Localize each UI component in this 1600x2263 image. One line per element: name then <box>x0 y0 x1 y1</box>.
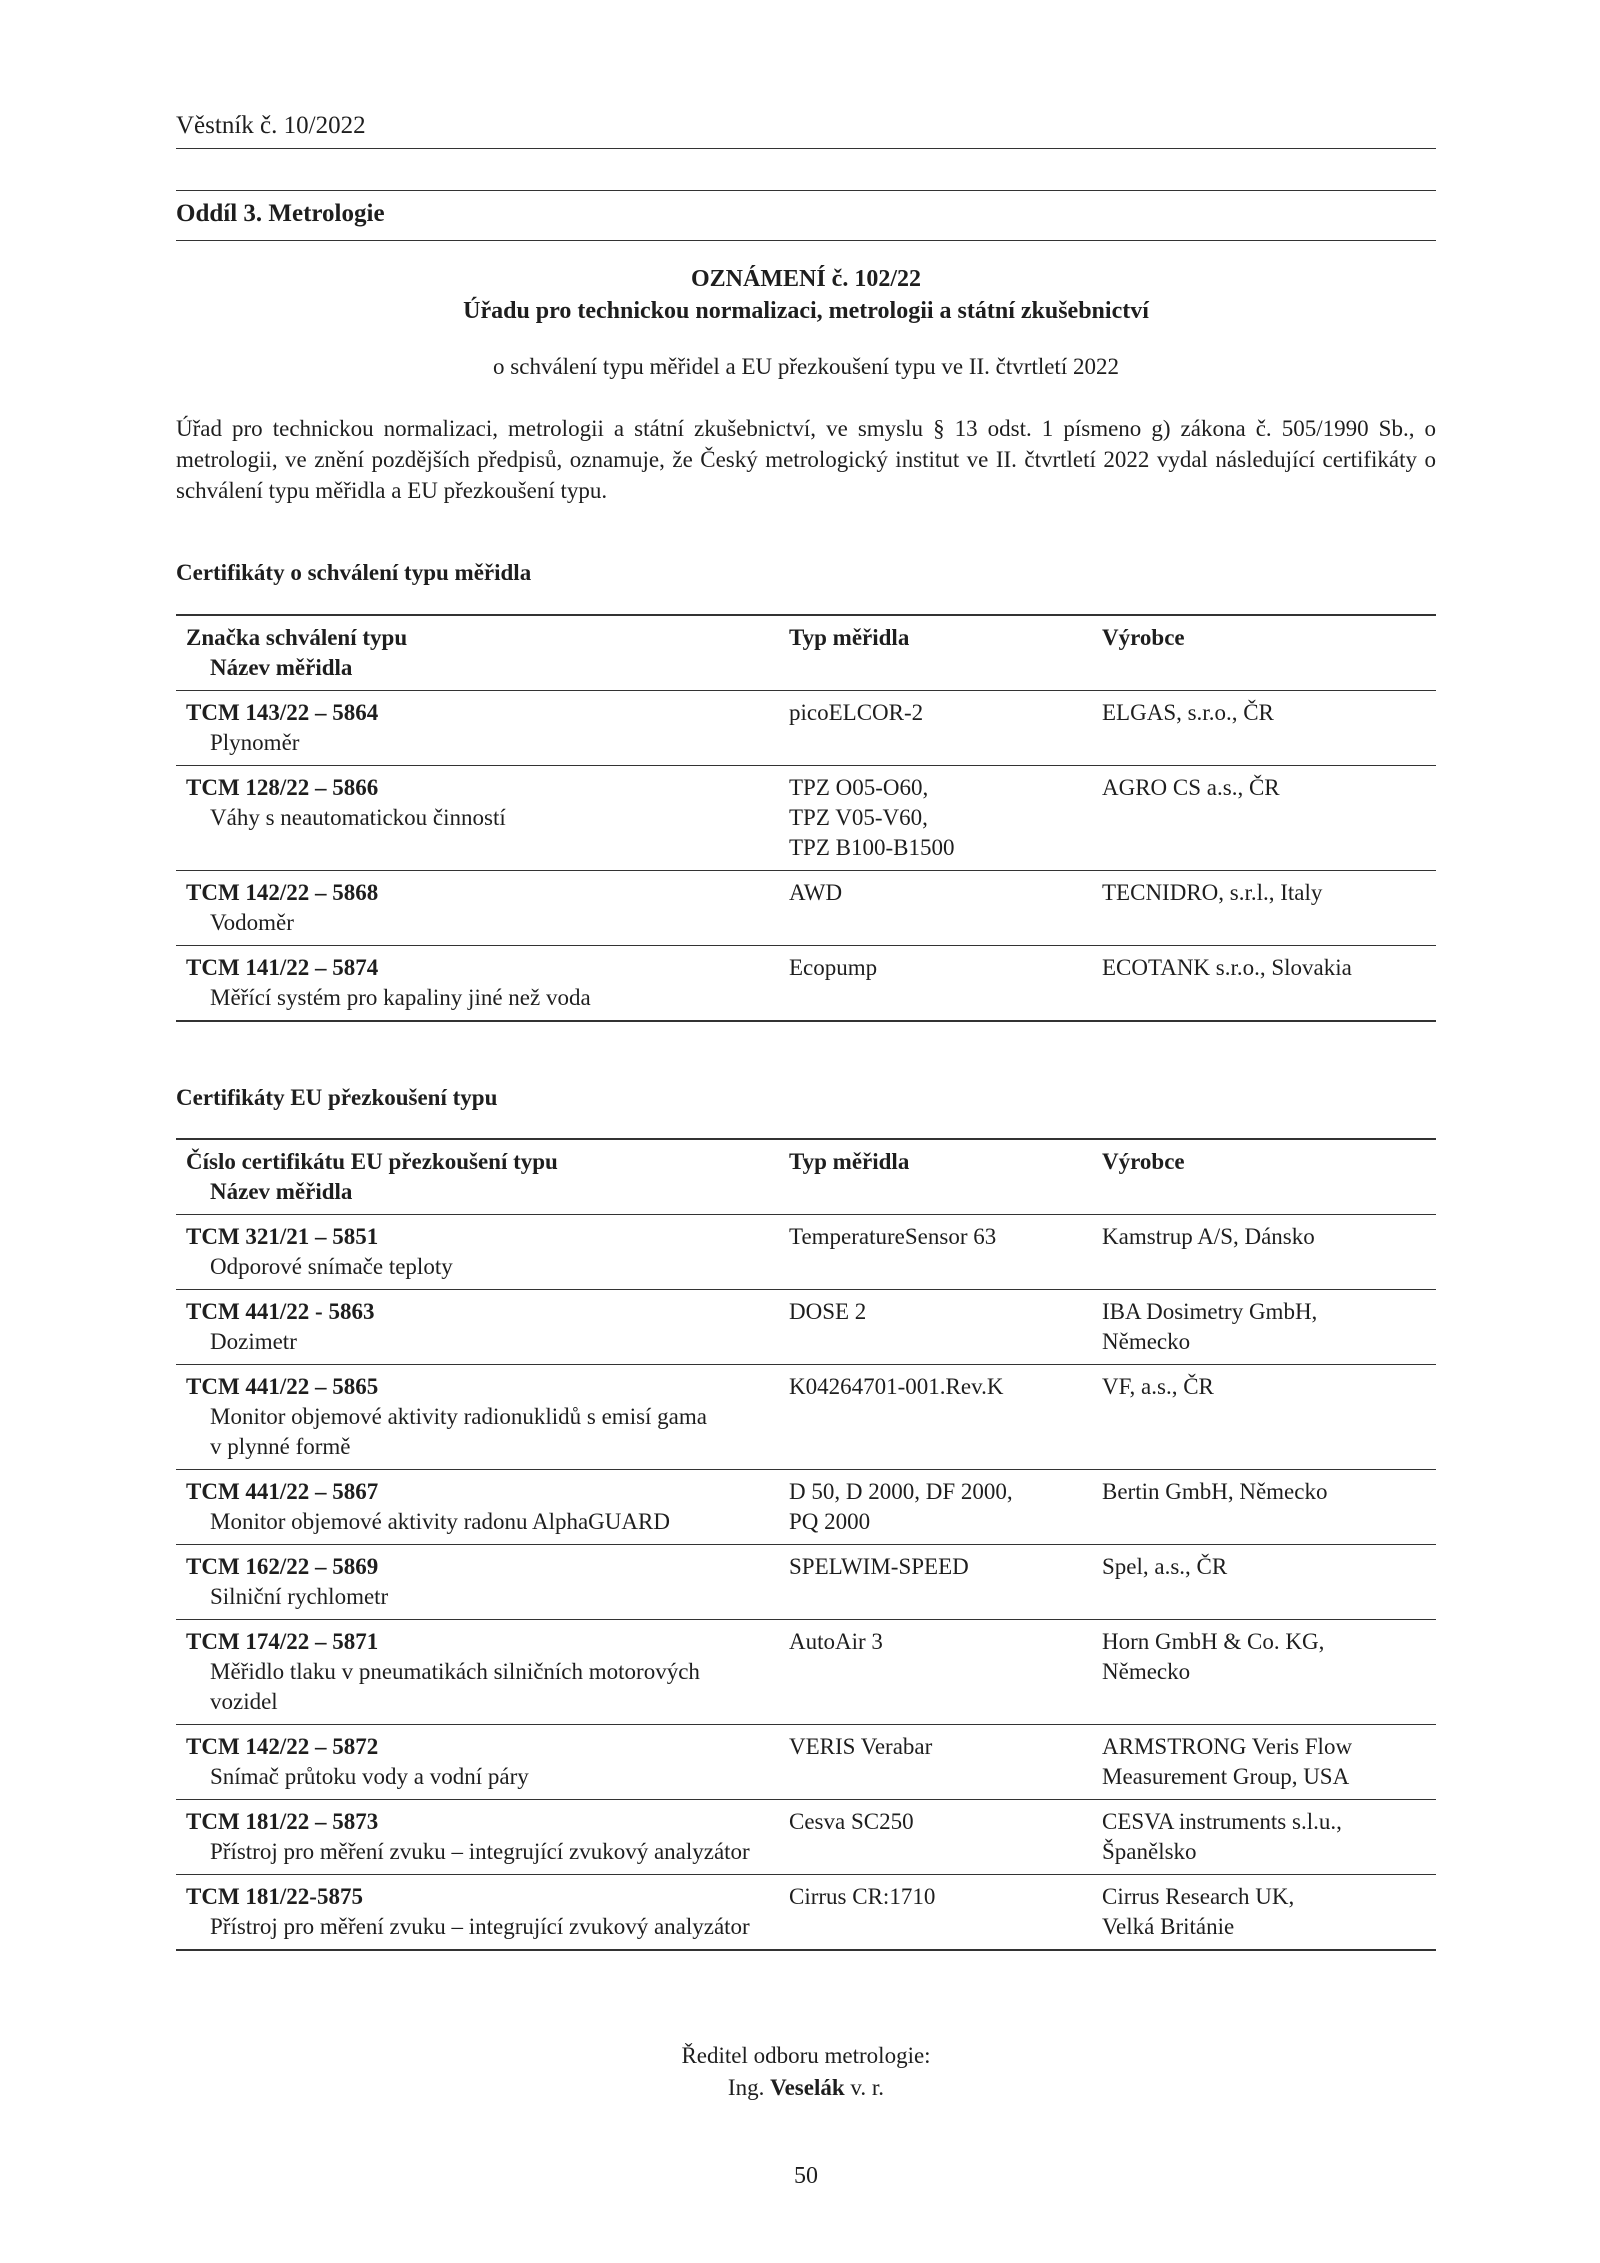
row-code: TCM 143/22 – 5864 <box>186 700 379 725</box>
header-col1-sub: Název měřidla <box>210 1179 353 1204</box>
row-code: TCM 441/22 – 5867 <box>186 1479 379 1504</box>
table-row <box>176 766 1436 871</box>
row-name: Silniční rychlometr <box>210 1584 389 1609</box>
header-cell <box>176 615 779 691</box>
table-row <box>176 691 1436 766</box>
row-type: D 50, D 2000, DF 2000, PQ 2000 <box>779 1470 1092 1545</box>
header-cell <box>176 1139 779 1215</box>
notice-issuer: Úřadu pro technickou normalizaci, metrologii a státní zkušebnictví <box>463 298 1149 324</box>
header-col3: Výrobce <box>1102 1149 1185 1174</box>
row-type: AWD <box>779 871 1092 946</box>
row-type: SPELWIM-SPEED <box>779 1545 1092 1620</box>
row-name: Měřící systém pro kapaliny jiné než voda <box>210 985 591 1010</box>
header-col3: Výrobce <box>1102 625 1185 650</box>
row-maker: Spel, a.s., ČR <box>1092 1545 1436 1620</box>
table-row <box>176 1620 1436 1725</box>
row-name: Měřidlo tlaku v pneumatikách silničních motorových vozidel <box>210 1659 700 1714</box>
signature-block <box>176 2040 1436 2104</box>
notice-subject: o schválení typu měřidel a EU přezkoušení typu ve II. čtvrtletí 2022 <box>493 354 1119 379</box>
row-maker: ELGAS, s.r.o., ČR <box>1092 691 1436 766</box>
row-name: Přístroj pro měření zvuku – integrující zvukový analyzátor <box>210 1914 750 1939</box>
signature-name: Veselák <box>770 2075 845 2100</box>
row-type: TPZ O05-O60, TPZ V05-V60, TPZ B100-B1500 <box>779 766 1092 871</box>
section-rule <box>176 190 1436 191</box>
row-name: Přístroj pro měření zvuku – integrující zvukový analyzátor <box>210 1839 750 1864</box>
row-maker: Horn GmbH & Co. KG, Německo <box>1092 1620 1436 1725</box>
signature-line <box>176 2072 1436 2104</box>
header-col1: Značka schválení typu <box>186 625 408 650</box>
row-type: picoELCOR-2 <box>779 691 1092 766</box>
signature-prefix: Ing. <box>727 2075 765 2100</box>
row-code: TCM 321/21 – 5851 <box>186 1224 379 1249</box>
table-row <box>176 871 1436 946</box>
header-col1: Číslo certifikátu EU přezkoušení typu <box>186 1149 558 1174</box>
row-code: TCM 181/22-5875 <box>186 1884 363 1909</box>
row-type: TemperatureSensor 63 <box>779 1215 1092 1290</box>
row-name: Snímač průtoku vody a vodní páry <box>210 1764 529 1789</box>
row-maker: AGRO CS a.s., ČR <box>1092 766 1436 871</box>
signature-role: Ředitel odboru metrologie: <box>681 2043 931 2068</box>
row-maker: IBA Dosimetry GmbH, Německo <box>1092 1290 1436 1365</box>
row-type: AutoAir 3 <box>779 1620 1092 1725</box>
row-code: TCM 441/22 - 5863 <box>186 1299 375 1324</box>
section-title: Oddíl 3. Metrologie <box>176 200 1436 241</box>
row-type: VERIS Verabar <box>779 1725 1092 1800</box>
table-row <box>176 1365 1436 1470</box>
row-maker: Bertin GmbH, Německo <box>1092 1470 1436 1545</box>
table2-caption: Certifikáty EU přezkoušení typu <box>176 1085 498 1110</box>
notice-title: OZNÁMENÍ č. 102/22 <box>691 266 921 292</box>
row-type: DOSE 2 <box>779 1290 1092 1365</box>
row-name: Plynoměr <box>210 730 300 755</box>
row-type: Cirrus CR:1710 <box>779 1875 1092 1951</box>
row-code: TCM 162/22 – 5869 <box>186 1554 379 1579</box>
page-number: 50 <box>794 2163 818 2189</box>
header-col2: Typ měřidla <box>789 1149 910 1174</box>
row-name: Váhy s neautomatickou činností <box>210 805 506 830</box>
header-col2: Typ měřidla <box>789 625 910 650</box>
row-maker: Kamstrup A/S, Dánsko <box>1092 1215 1436 1290</box>
row-code: TCM 141/22 – 5874 <box>186 955 379 980</box>
table-row <box>176 946 1436 1022</box>
signature-suffix: v. r. <box>850 2075 885 2100</box>
row-name: Dozimetr <box>210 1329 297 1354</box>
row-code: TCM 181/22 – 5873 <box>186 1809 379 1834</box>
row-maker: TECNIDRO, s.r.l., Italy <box>1092 871 1436 946</box>
table-row <box>176 1725 1436 1800</box>
table-row <box>176 1800 1436 1875</box>
table-row <box>176 1290 1436 1365</box>
row-type: K04264701-001.Rev.K <box>779 1365 1092 1470</box>
row-code: TCM 128/22 – 5866 <box>186 775 379 800</box>
table-row <box>176 1470 1436 1545</box>
table-row <box>176 1545 1436 1620</box>
table-header-row <box>176 615 1436 691</box>
eu-type-examination-table <box>176 1138 1436 1951</box>
table-row <box>176 1215 1436 1290</box>
row-name: Vodoměr <box>210 910 294 935</box>
row-name: Monitor objemové aktivity radonu AlphaGUARD <box>210 1509 670 1534</box>
type-approval-table <box>176 614 1436 1022</box>
row-code: TCM 174/22 – 5871 <box>186 1629 379 1654</box>
row-code: TCM 142/22 – 5868 <box>186 880 379 905</box>
table-row <box>176 1875 1436 1951</box>
row-code: TCM 441/22 – 5865 <box>186 1374 379 1399</box>
row-maker: ECOTANK s.r.o., Slovakia <box>1092 946 1436 1022</box>
header-col1-sub: Název měřidla <box>210 655 353 680</box>
notice-body: Úřad pro technickou normalizaci, metrologii a státní zkušebnictví, ve smyslu § 13 odst. 1 písmeno g) zákona č. 505/1990 Sb., o metrologii, ve znění pozdějších předpisů, oznamuje, že Český metrologický institut ve II. čtvrtletí 2022 vydal následující certifikáty o schválení typu měřidla a EU přezkoušení typu. <box>176 416 1436 503</box>
row-maker: VF, a.s., ČR <box>1092 1365 1436 1470</box>
row-maker: ARMSTRONG Veris Flow Measurement Group, USA <box>1092 1725 1436 1800</box>
row-maker: CESVA instruments s.l.u., Španělsko <box>1092 1800 1436 1875</box>
table-header-row <box>176 1139 1436 1215</box>
row-maker: Cirrus Research UK, Velká Británie <box>1092 1875 1436 1951</box>
row-type: Ecopump <box>779 946 1092 1022</box>
row-code: TCM 142/22 – 5872 <box>186 1734 379 1759</box>
row-type: Cesva SC250 <box>779 1800 1092 1875</box>
row-name: Odporové snímače teploty <box>210 1254 453 1279</box>
running-header: Věstník č. 10/2022 <box>176 112 1436 149</box>
row-name: Monitor objemové aktivity radionuklidů s emisí gama v plynné formě <box>210 1404 707 1459</box>
table1-caption: Certifikáty o schválení typu měřidla <box>176 560 532 585</box>
